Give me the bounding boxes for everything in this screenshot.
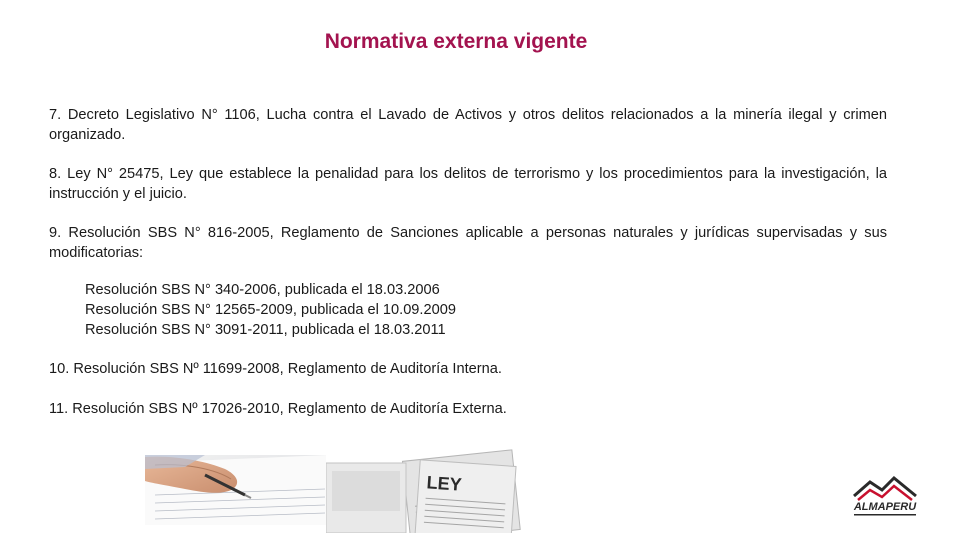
logo-text: ALMAPERU — [853, 501, 917, 513]
newspaper-headline: LEY — [426, 472, 463, 495]
hand-writing-photo — [145, 455, 327, 525]
logo-mountain-icon — [854, 478, 916, 500]
sub-list-item: Resolución SBS N° 12565-2009, publicada el 10.09.2009 — [85, 302, 456, 318]
list-item: 10. Resolución SBS Nº 11699-2008, Reglamento de Auditoría Interna. — [49, 361, 502, 377]
list-item: 7. Decreto Legislativo N° 1106, Lucha contra el Lavado de Activos y otros delitos relacionados a la minería ilegal y crimen organizado. — [49, 107, 887, 143]
regulations-list — [49, 106, 887, 439]
company-logo — [840, 468, 930, 524]
sub-list — [85, 280, 887, 340]
list-item: 9. Resolución SBS N° 816-2005, Reglamento de Sanciones aplicable a personas naturales y jurídicas supervisadas y sus modificatorias: — [49, 225, 887, 261]
sub-list-item: Resolución SBS N° 3091-2011, publicada el 18.03.2011 — [85, 322, 446, 338]
page-title: Normativa externa vigente — [324, 30, 588, 53]
newspaper-photo — [326, 443, 522, 533]
list-item: 8. Ley N° 25475, Ley que establece la penalidad para los delitos de terrorismo y los procedimientos para la investigación, la instrucción y el juicio. — [49, 166, 887, 202]
list-item: 11. Resolución SBS Nº 17026-2010, Reglamento de Auditoría Externa. — [49, 400, 507, 417]
sub-list-item: Resolución SBS N° 340-2006, publicada el 18.03.2006 — [85, 282, 440, 298]
